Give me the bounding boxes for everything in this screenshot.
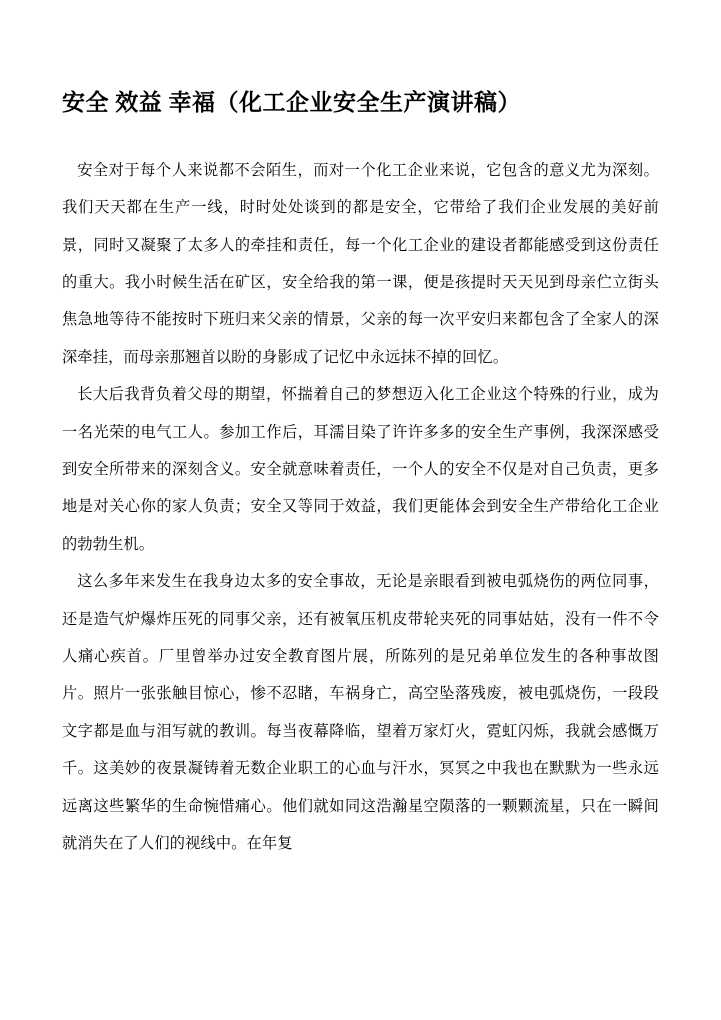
paragraph: 这么多年来发生在我身边太多的安全事故，无论是亲眼看到被电弧烧伤的两位同事，还是造气炉爆炸压死的同事父亲，还有被氧压机皮带轮夹死的同事姑姑，没有一件不令人痛心疾首。厂里曾举办过安全教育图片展，所陈列的是兄弟单位发生的各种事故图片。照片一张张触目惊心，惨不忍睹，车祸身亡，高空坠落残废，被电弧烧伤，一段段文字都是血与泪写就的教训。每当夜幕降临，望着万家灯火，霓虹闪烁，我就会感慨万千。这美妙的夜景凝铸着无数企业职工的心血与汗水，冥冥之中我也在默默为一些永远远离这些繁华的生命惋惜痛心。他们就如同这浩瀚星空陨落的一颗颗流星，只在一瞬间就消失在了人们的视线中。在年复 [62,573,659,852]
paragraph: 安全对于每个人来说都不会陌生，而对一个化工企业来说，它包含的意义尤为深刻。我们天天都在生产一线，时时处处谈到的都是安全，它带给了我们企业发展的美好前景，同时又凝聚了太多人的牵挂和责任，每一个化工企业的建设者都能感受到这份责任的重大。我小时候生活在矿区，安全给我的第一课，便是孩提时天天见到母亲伫立街头焦急地等待不能按时下班归来父亲的情景，父亲的每一次平安归来都包含了全家人的深深牵挂，而母亲那翘首以盼的身影成了记忆中永远抹不掉的回忆。 [62,161,659,366]
document-body [62,152,659,862]
page-title: 安全 效益 幸福（化工企业安全生产演讲稿） [62,90,521,115]
paragraph: 长大后我背负着父母的期望，怀揣着自己的梦想迈入化工企业这个特殊的行业，成为一名光荣的电气工人。参加工作后，耳濡目染了许许多多的安全生产事例，我深深感受到安全所带来的深刻含义。安全就意味着责任，一个人的安全不仅是对自己负责，更多地是对关心你的家人负责；安全又等同于效益，我们更能体会到安全生产带给化工企业的勃勃生机。 [62,386,659,553]
